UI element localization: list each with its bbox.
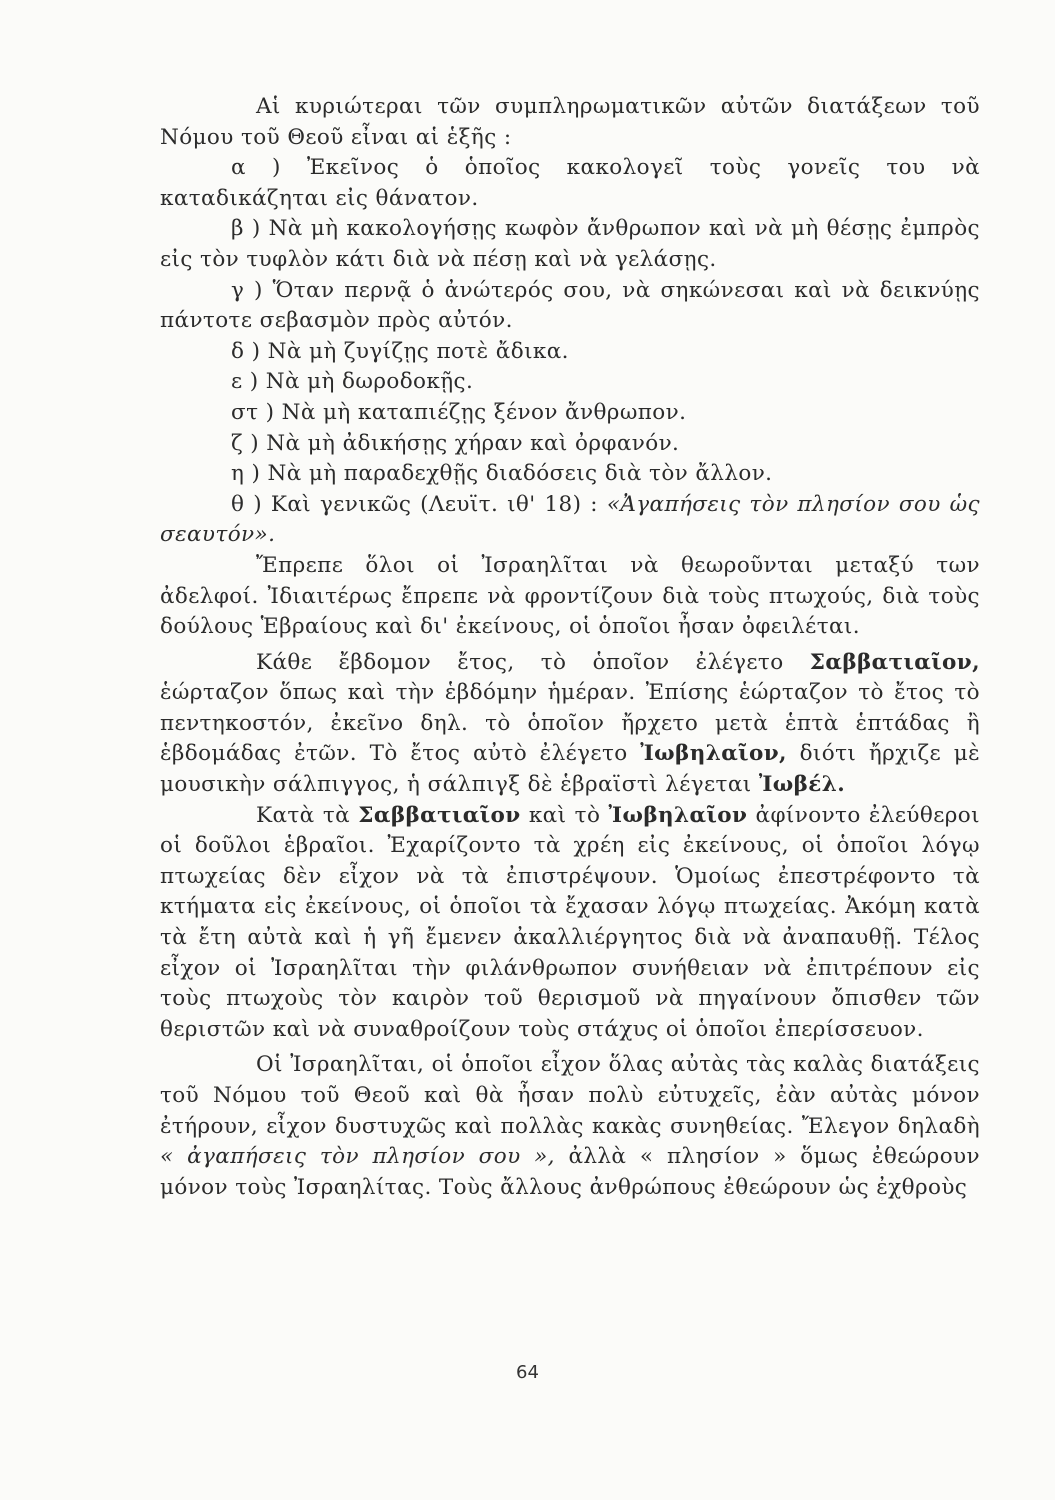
jubilee-paragraph xyxy=(160,801,980,1046)
jubilee-text-1: Κατὰ τὰ xyxy=(256,802,359,828)
page-body xyxy=(160,92,980,1203)
brotherhood-paragraph: Ἔπρεπε ὅλοι οἱ Ἰσραηλῖται νὰ θεωροῦνται μεταξύ των ἀδελφοί. Ἰδιαιτέρως ἔπρεπε νὰ φροντίζουν διὰ τοὺς πτωχούς, διὰ τοὺς δούλους Ἑβραίους καὶ δι' ἐκείνους, οἱ ὁποῖοι ἦσαν ὀφειλέται. xyxy=(160,552,980,640)
customs-quote: « ἀγαπήσεις τὸν πλησίον σου », xyxy=(160,1144,555,1170)
list-item-h: η ) Νὰ μὴ παραδεχθῇς διαδόσεις διὰ τὸν ἄλλον. xyxy=(231,461,773,487)
jubilee-text-3: ἀφίνοντο ἐλεύθεροι οἱ δοῦλοι ἑβραῖοι. Ἐχαρίζοντο τὰ χρέη εἰς ἐκείνους, οἱ ὁποῖοι λόγῳ πτωχείας δὲν εἶχον νὰ τὰ ἐπιστρέψουν. Ὁμοίως ἐπεστρέφοντο τὰ κτήματα εἰς ἐκείνους, οἱ ὁποῖοι τὰ ἔχασαν λόγῳ πτωχείας. Ἀκόμη κατὰ τὰ ἔτη αὐτὰ καὶ ἡ γῆ ἔμενεν ἀκαλλιέργητος διὰ νὰ ἀναπαυθῇ. Τέλος εἶχον οἱ Ἰσραηλῖται τὴν φιλάνθρωπον συνήθειαν νὰ ἐπιτρέπουν εἰς τοὺς πτωχοὺς τὸν καιρὸν τοῦ θερισμοῦ νὰ πηγαίνουν ὄπισθεν τῶν θεριστῶν καὶ νὰ συναθροίζουν τοὺς στάχυς οἱ ὁποῖοι ἐπερίσσευον. xyxy=(160,802,980,1042)
term-sabbatical: Σαββατιαῖον, xyxy=(809,649,980,675)
term-jubilee-2: Ἰωβηλαῖον xyxy=(608,802,748,828)
sabbath-text-1: Κάθε ἔβδομον ἔτος, τὸ ὁποῖον ἐλέγετο xyxy=(256,649,810,675)
jubilee-text-2: καὶ τὸ xyxy=(520,802,609,828)
list-item-d: δ ) Νὰ μὴ ζυγίζῃς ποτὲ ἄδικα. xyxy=(231,338,569,364)
customs-paragraph xyxy=(160,1050,980,1203)
page-number: 64 xyxy=(516,1362,539,1383)
list-item-th xyxy=(160,490,980,551)
term-jubilee: Ἰωβηλαῖον, xyxy=(640,741,787,767)
list-item-th-text: θ ) Καὶ γενικῶς (Λευϊτ. ιθ' 18) : xyxy=(231,491,607,517)
scripture-quote: «Ἀγαπήσεις τὸν πλησίον σου ὡς σεαυτόν». xyxy=(160,491,980,548)
list-item-b: β ) Νὰ μὴ κακολογήσῃς κωφὸν ἄνθρωπον καὶ νὰ μὴ θέσῃς ἐμπρὸς εἰς τὸν τυφλὸν κάτι διὰ νὰ πέσῃ καὶ νὰ γελάσῃς. xyxy=(160,216,980,272)
customs-text-2: ἀλλὰ « πλησίον » ὅμως ἐθεώρουν μόνον τοὺς Ἰσραηλίτας. Τοὺς ἄλλους ἀνθρώπους ἐθεώρουν ὡς ἐχθροὺς xyxy=(160,1144,980,1200)
list-item-e: ε ) Νὰ μὴ δωροδοκῇς. xyxy=(231,369,474,395)
list-item-a: α ) Ἐκεῖνος ὁ ὁποῖος κακολογεῖ τοὺς γονεῖς του νὰ καταδικάζηται εἰς θάνατον. xyxy=(160,155,980,211)
intro-paragraph: Αἱ κυριώτεραι τῶν συμπληρωματικῶν αὐτῶν διατάξεων τοῦ Νόμου τοῦ Θεοῦ εἶναι αἱ ἑξῆς : xyxy=(160,94,980,150)
list-item-c: γ ) Ὅταν περνᾷ ὁ ἀνώτερός σου, νὰ σηκώνεσαι καὶ νὰ δεικνύῃς πάντοτε σεβασμὸν πρὸς αὐτόν. xyxy=(160,277,980,334)
term-sabbatical-2: Σαββατιαῖον xyxy=(358,802,521,828)
sabbath-year-paragraph xyxy=(160,648,980,801)
list-item-st: στ ) Νὰ μὴ καταπιέζῃς ξένον ἄνθρωπον. xyxy=(231,399,687,425)
sabbath-text-3: διότι ἤρχιζε μὲ μουσικὴν σάλπιγγος, ἡ σάλπιγξ δὲ ἑβραϊστὶ λέγεται xyxy=(160,741,981,798)
term-iovel: Ἰωβέλ. xyxy=(758,772,846,798)
list-item-z: ζ ) Νὰ μὴ ἀδικήσῃς χήραν καὶ ὀρφανόν. xyxy=(231,430,680,456)
customs-text-1: Οἱ Ἰσραηλῖται, οἱ ὁποῖοι εἶχον ὅλας αὐτὰς τὰς καλὰς διατάξεις τοῦ Νόμου τοῦ Θεοῦ καὶ θὰ ἦσαν πολὺ εὐτυχεῖς, ἐὰν αὐτὰς μόνον ἐτήρουν, εἶχον δυστυχῶς καὶ πολλὰς κακὰς συνηθείας. Ἔλεγον δηλαδὴ xyxy=(160,1052,980,1139)
sabbath-text-2: ἑώρταζον ὅπως καὶ τὴν ἑβδόμην ἡμέραν. Ἐπίσης ἑώρταζον τὸ ἔτος τὸ πεντηκοστόν, ἐκεῖνο δηλ. τὸ ὁποῖον ἤρχετο μετὰ ἑπτὰ ἑπτάδας ἢ ἑβδομάδας ἐτῶν. Τὸ ἔτος αὐτὸ ἐλέγετο xyxy=(160,680,980,767)
